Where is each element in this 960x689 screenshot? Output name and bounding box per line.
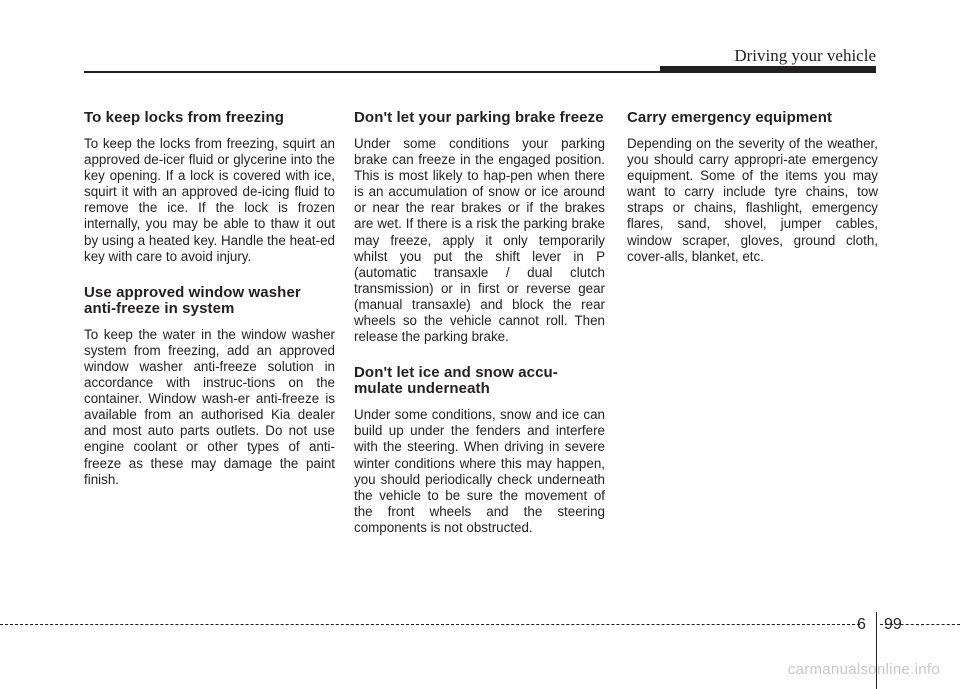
page-number: 99 (884, 616, 902, 633)
chapter-number: 6 (857, 616, 866, 633)
section-heading-washer: Use approved window washer anti-freeze in system (84, 283, 301, 317)
column-left (84, 110, 335, 508)
section-heading-emergency: Carry emergency equipment (627, 109, 833, 126)
section-heading-ice-snow: Don't let ice and snow accu-mulate underneath (354, 364, 558, 398)
header-title: Driving your vehicle (734, 46, 876, 65)
section-body-washer: To keep the water in the window washer system from freezing, add an approved window washer anti-freeze solution in accordance with instruc-tions on the container. Window wash-er anti-freeze is available from an authorised Kia dealer and most auto parts outlets. Do not use engine coolant or other types of anti-freeze as these may damage the paint finish. (84, 326, 335, 487)
section-heading-parking-brake: Don't let your parking brake freeze (354, 109, 604, 126)
section-body-ice-snow: Under some conditions, snow and ice can build up under the fenders and interfere with the steering. When driving in severe winter conditions where this may happen, you should periodically check underneath the vehicle to be sure the movement of the front wheels and the steering components is not obstructed. (354, 407, 605, 535)
column-middle (354, 110, 605, 556)
section-body-parking-brake: Under some conditions your parking brake can freeze in the engaged position. This is most likely to hap-pen when there is an accumulation of snow or ice around or near the rear brakes or if the brakes are wet. If there is a risk the parking brake may freeze, apply it only temporarily whilst you put the shift lever in P (automatic transaxle / dual clutch transmission) or in first or reverse gear (manual transaxle) and block the rear wheels so the vehicle cannot roll. Then release the parking brake. (354, 136, 605, 345)
section-body-locks: To keep the locks from freezing, squirt an approved de-icer fluid or glycerine into the key opening. If a lock is covered with ice, squirt it with an approved de-icing fluid to remove the ice. If the lock is frozen internally, you may be able to thaw it out by using a heated key. Handle the heat-ed key with care to avoid injury. (84, 136, 335, 264)
watermark: carmanualsonline.info (787, 661, 940, 678)
section-body-emergency: Depending on the severity of the weather, you should carry appropri-ate emergency equipment. Some of the items you may want to carry include tyre chains, tow straps or chains, flashlight, emergency flares, sand, shovel, jumper cables, window scraper, gloves, ground cloth, cover-alls, blanket, etc. (627, 136, 878, 264)
header-rule-thick (660, 66, 876, 73)
footer-dashed-rule (0, 624, 860, 625)
section-heading-locks: To keep locks from freezing (84, 109, 284, 126)
column-right (627, 110, 878, 285)
header-rule-thin (84, 71, 684, 73)
